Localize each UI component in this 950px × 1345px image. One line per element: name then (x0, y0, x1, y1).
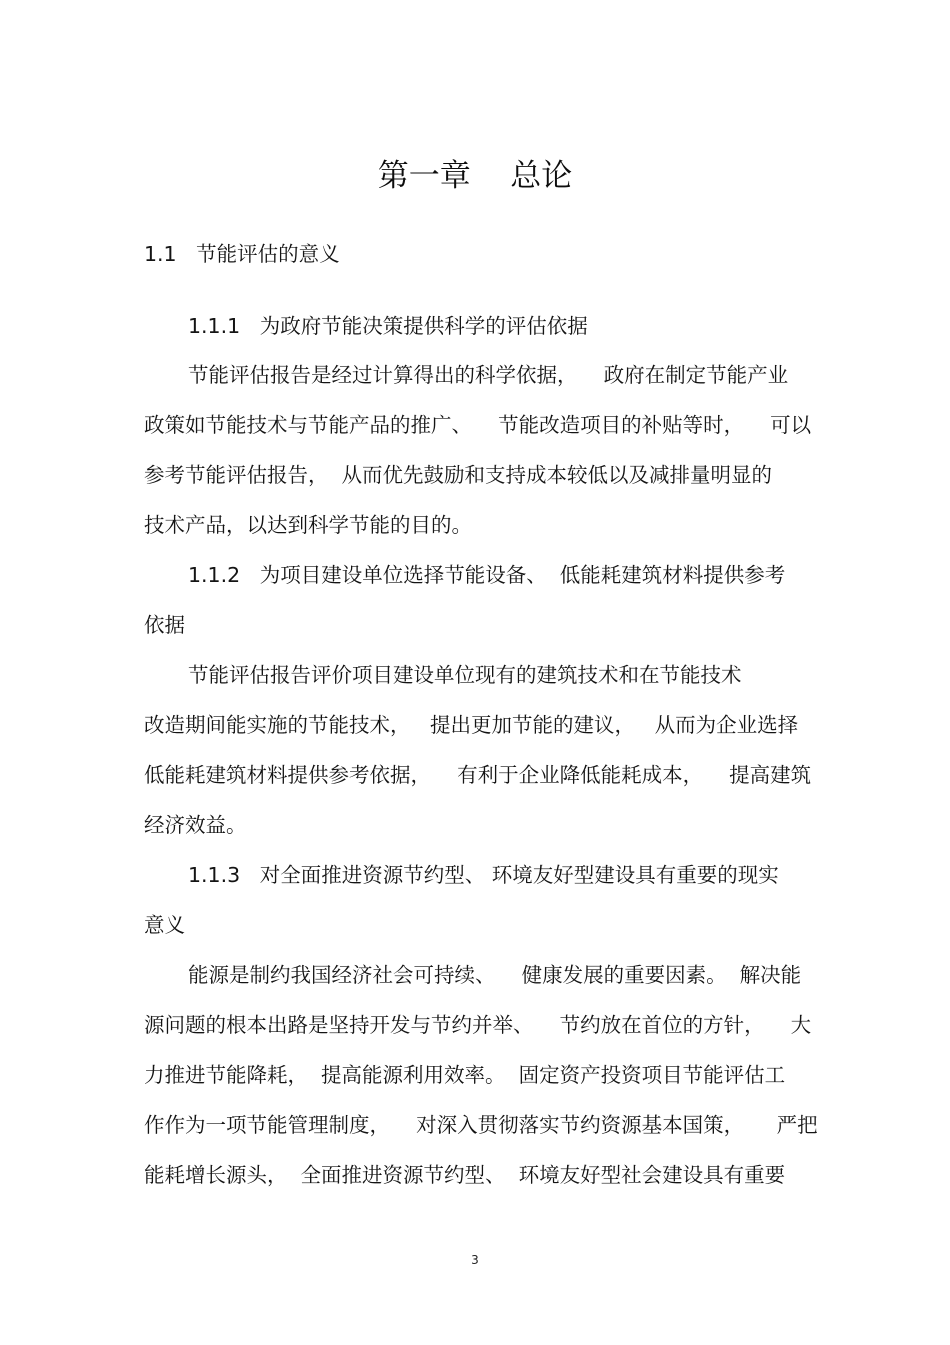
paragraph-line: 低能耗建筑材料提供参考依据， 有利于企业降低能耗成本， 提高建筑 (144, 763, 812, 787)
heading-line: 1.1.2 为项目建设单位选择节能设备、 低能耗建筑材料提供参考 (188, 563, 786, 587)
paragraph-line: 技术产品，以达到科学节能的目的。 (144, 513, 472, 537)
paragraph-line: 作作为一项节能管理制度， 对深入贯彻落实节约资源基本国策， 严把 (144, 1113, 818, 1137)
paragraph-line: 节能评估报告是经过计算得出的科学依据， 政府在制定节能产业 (188, 363, 789, 387)
paragraph-line: 能源是制约我国经济社会可持续、 健康发展的重要因素。 解决能 (188, 963, 802, 987)
heading-line: 意义 (144, 913, 185, 937)
paragraph-line: 节能评估报告评价项目建设单位现有的建筑技术和在节能技术 (188, 663, 742, 687)
page-number: 3 (471, 1253, 479, 1267)
paragraph-line: 政策如节能技术与节能产品的推广、 节能改造项目的补贴等时， 可以 (144, 413, 812, 437)
paragraph-line: 能耗增长源头， 全面推进资源节约型、 环境友好型社会建设具有重要 (144, 1163, 786, 1187)
heading-line: 1.1.3 对全面推进资源节约型、 环境友好型建设具有重要的现实 (188, 863, 779, 887)
paragraph-line: 改造期间能实施的节能技术， 提出更加节能的建议， 从而为企业选择 (144, 713, 799, 737)
paragraph-line: 参考节能评估报告， 从而优先鼓励和支持成本较低以及减排量明显的 (144, 463, 773, 487)
heading-line: 依据 (144, 613, 185, 637)
paragraph-line: 经济效益。 (144, 813, 247, 837)
subsection-heading-1-1-1: 1.1.1 为政府节能决策提供科学的评估依据 (188, 314, 588, 338)
section-heading-1-1: 1.1 节能评估的意义 (144, 242, 340, 266)
paragraph-line: 力推进节能降耗， 提高能源利用效率。 固定资产投资项目节能评估工 (144, 1063, 786, 1087)
chapter-title: 第一章 总论 (377, 158, 573, 194)
paragraph-line: 源问题的根本出路是坚持开发与节约并举、 节约放在首位的方针， 大 (144, 1013, 812, 1037)
